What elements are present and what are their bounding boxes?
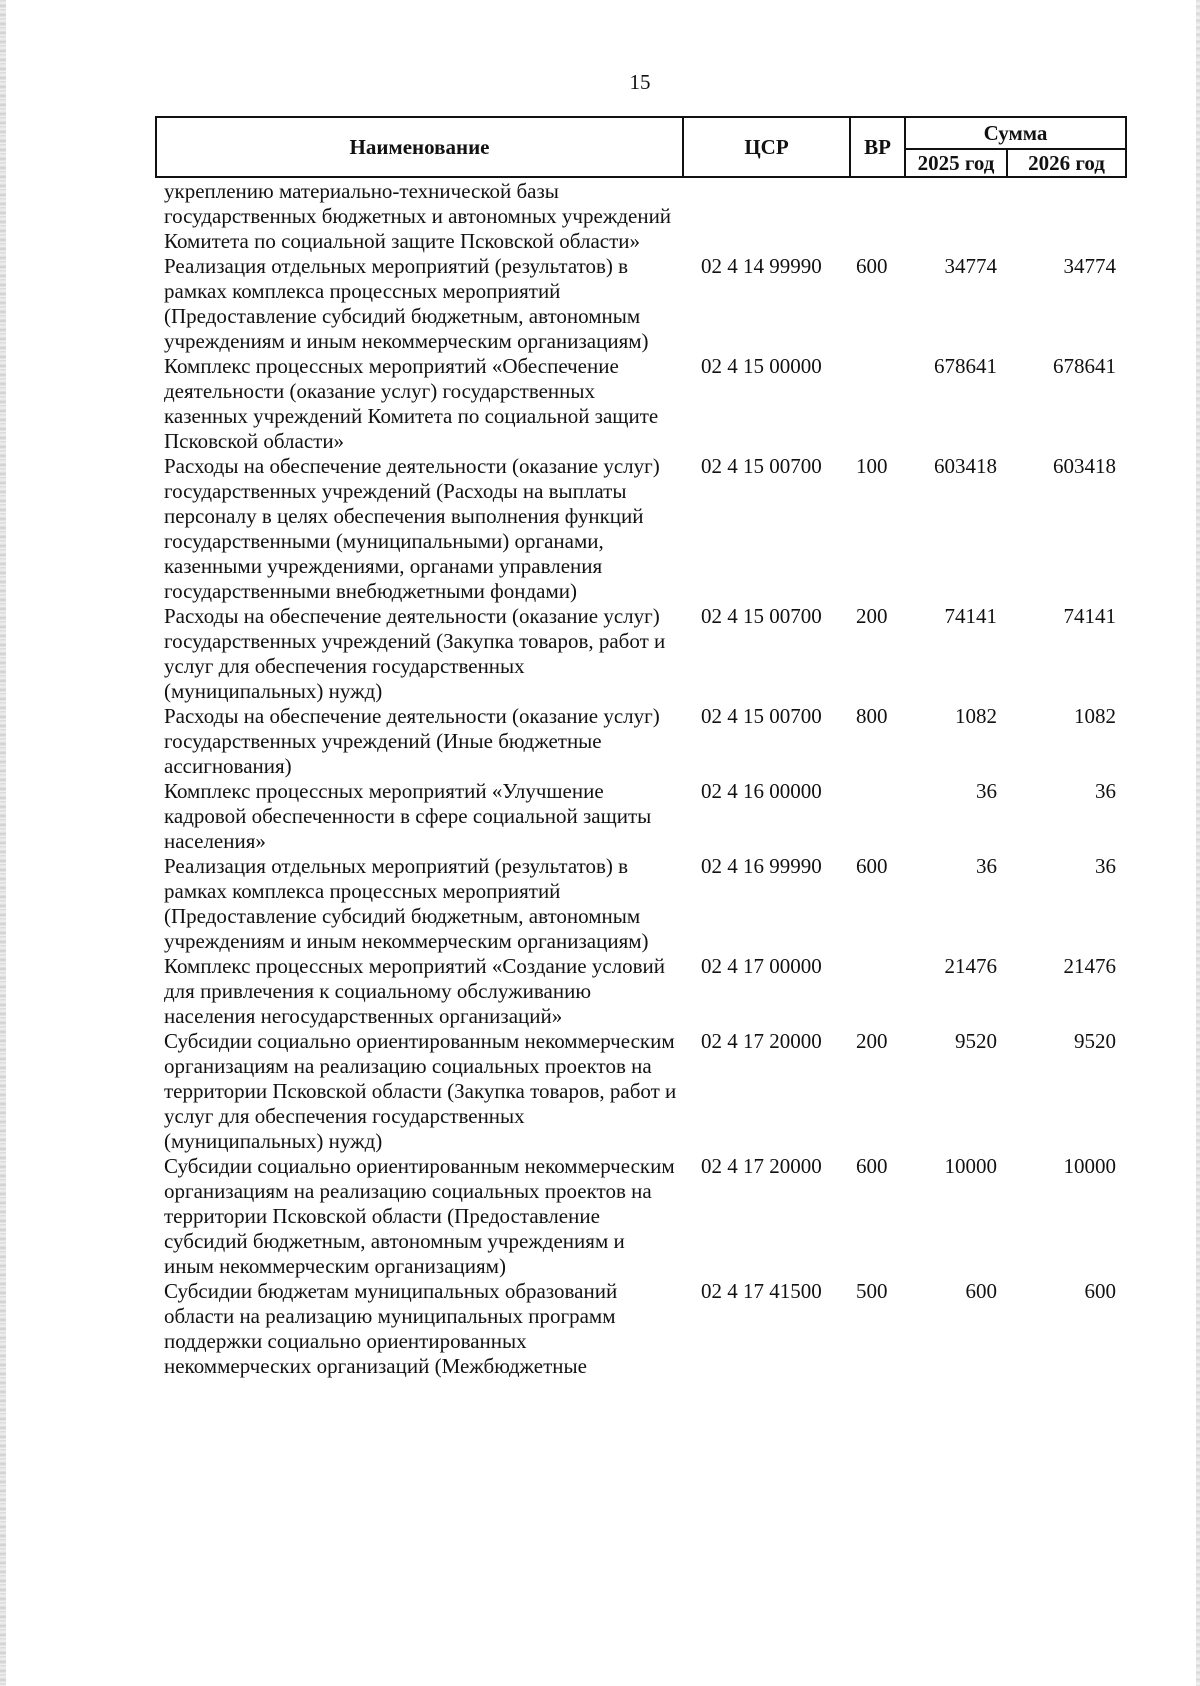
row-sum-2026: 36 xyxy=(1095,779,1116,803)
header-sum: Сумма xyxy=(905,117,1126,149)
row-sum-2026: 9520 xyxy=(1074,1029,1116,1053)
row-name: Реализация отдельных мероприятий (результатов) в рамках комплекса процессных мероприятий (Предоставление субсидий бюджетным, автономным учреждениям и иным некоммерческим организациям) xyxy=(164,254,649,353)
scan-edge-left xyxy=(0,0,6,1686)
table-row xyxy=(156,854,1126,954)
header-vr: ВР xyxy=(850,117,905,177)
row-sum-2026 xyxy=(1007,177,1126,254)
header-name: Наименование xyxy=(156,117,683,177)
row-sum-2026: 678641 xyxy=(1053,354,1116,378)
row-vr: 600 xyxy=(856,254,888,278)
budget-table xyxy=(155,116,1127,1379)
row-name: Реализация отдельных мероприятий (результатов) в рамках комплекса процессных мероприятий (Предоставление субсидий бюджетным, автономным учреждениям и иным некоммерческим организациям) xyxy=(164,854,649,953)
row-sum-2025: 9520 xyxy=(955,1029,997,1053)
row-vr: 800 xyxy=(856,704,888,728)
row-vr: 200 xyxy=(856,1029,888,1053)
row-csr: 02 4 15 00000 xyxy=(701,354,822,378)
header-year-2025: 2025 год xyxy=(905,149,1007,177)
row-sum-2025: 34774 xyxy=(944,254,997,278)
row-sum-2025: 21476 xyxy=(944,954,997,978)
row-vr xyxy=(850,177,905,254)
table-body xyxy=(156,177,1126,1379)
row-name: Субсидии социально ориентированным некоммерческим организациям на реализацию социальных проектов на территории Псковской области (Предоставление субсидий бюджетным, автономным учреждениям и иным некоммерческим организациям) xyxy=(164,1154,675,1278)
row-name: Комплекс процессных мероприятий «Обеспечение деятельности (оказание услуг) государственных казенных учреждений Комитета по социальной защите Псковской области» xyxy=(164,354,659,453)
row-csr: 02 4 16 99990 xyxy=(701,854,822,878)
scan-edge-right xyxy=(1196,0,1200,1686)
table-row xyxy=(156,454,1126,604)
row-csr: 02 4 17 20000 xyxy=(701,1154,822,1178)
table-row xyxy=(156,1029,1126,1154)
row-sum-2026: 36 xyxy=(1095,854,1116,878)
table-row xyxy=(156,254,1126,354)
row-name: Субсидии бюджетам муниципальных образований области на реализацию муниципальных программ поддержки социально ориентированных некоммерческих организаций (Межбюджетные xyxy=(164,1279,618,1378)
row-csr: 02 4 17 00000 xyxy=(701,954,822,978)
row-sum-2026: 74141 xyxy=(1063,604,1116,628)
row-sum-2025: 678641 xyxy=(934,354,997,378)
table-row xyxy=(156,604,1126,704)
row-csr: 02 4 16 00000 xyxy=(701,779,822,803)
header-year-2026: 2026 год xyxy=(1007,149,1126,177)
table-row xyxy=(156,1154,1126,1279)
row-vr xyxy=(850,779,905,854)
row-name: Расходы на обеспечение деятельности (оказание услуг) государственных учреждений (Расходы на выплаты персоналу в целях обеспечения выполнения функций государственными (муниципальными) органами, казенными учреждениями, органами управления государственными внебюджетными фондами) xyxy=(164,454,660,603)
table-row xyxy=(156,954,1126,1029)
row-name: Расходы на обеспечение деятельности (оказание услуг) государственных учреждений (Закупка товаров, работ и услуг для обеспечения государственных (муниципальных) нужд) xyxy=(164,604,666,703)
row-sum-2025 xyxy=(905,177,1007,254)
row-name: Комплекс процессных мероприятий «Улучшение кадровой обеспеченности в сфере социальной защиты населения» xyxy=(164,779,652,853)
table-row xyxy=(156,779,1126,854)
table-row xyxy=(156,177,1126,254)
row-sum-2025: 10000 xyxy=(944,1154,997,1178)
row-csr xyxy=(683,177,850,254)
table-header xyxy=(156,117,1126,177)
table-row xyxy=(156,1279,1126,1379)
table-row xyxy=(156,354,1126,454)
row-csr: 02 4 17 41500 xyxy=(701,1279,822,1303)
table-row xyxy=(156,704,1126,779)
row-sum-2026: 1082 xyxy=(1074,704,1116,728)
row-name: Комплекс процессных мероприятий «Создание условий для привлечения к социальному обслуживанию населения негосударственных организаций» xyxy=(164,954,666,1028)
row-vr: 100 xyxy=(856,454,888,478)
row-vr: 600 xyxy=(856,854,888,878)
row-csr: 02 4 15 00700 xyxy=(701,604,822,628)
row-sum-2026: 603418 xyxy=(1053,454,1116,478)
row-name: Субсидии социально ориентированным некоммерческим организациям на реализацию социальных проектов на территории Псковской области (Закупка товаров, работ и услуг для обеспечения государственных (муниципальных) нужд) xyxy=(164,1029,677,1153)
row-sum-2025: 600 xyxy=(965,1279,997,1303)
row-sum-2025: 603418 xyxy=(934,454,997,478)
row-sum-2025: 36 xyxy=(976,854,997,878)
row-vr xyxy=(850,354,905,454)
row-sum-2026: 34774 xyxy=(1063,254,1116,278)
row-sum-2025: 74141 xyxy=(944,604,997,628)
row-sum-2025: 36 xyxy=(976,779,997,803)
row-vr: 200 xyxy=(856,604,888,628)
row-csr: 02 4 15 00700 xyxy=(701,454,822,478)
row-csr: 02 4 14 99990 xyxy=(701,254,822,278)
row-name: Расходы на обеспечение деятельности (оказание услуг) государственных учреждений (Иные бюджетные ассигнования) xyxy=(164,704,660,778)
row-sum-2026: 600 xyxy=(1084,1279,1116,1303)
row-vr: 600 xyxy=(856,1154,888,1178)
row-vr: 500 xyxy=(856,1279,888,1303)
row-sum-2026: 10000 xyxy=(1063,1154,1116,1178)
row-name: укреплению материально-технической базы государственных бюджетных и автономных учреждений Комитета по социальной защите Псковской области» xyxy=(164,179,672,253)
row-vr xyxy=(850,954,905,1029)
page-number: 15 xyxy=(629,70,651,94)
row-sum-2025: 1082 xyxy=(955,704,997,728)
row-sum-2026: 21476 xyxy=(1063,954,1116,978)
header-csr: ЦСР xyxy=(683,117,850,177)
row-csr: 02 4 15 00700 xyxy=(701,704,822,728)
row-csr: 02 4 17 20000 xyxy=(701,1029,822,1053)
